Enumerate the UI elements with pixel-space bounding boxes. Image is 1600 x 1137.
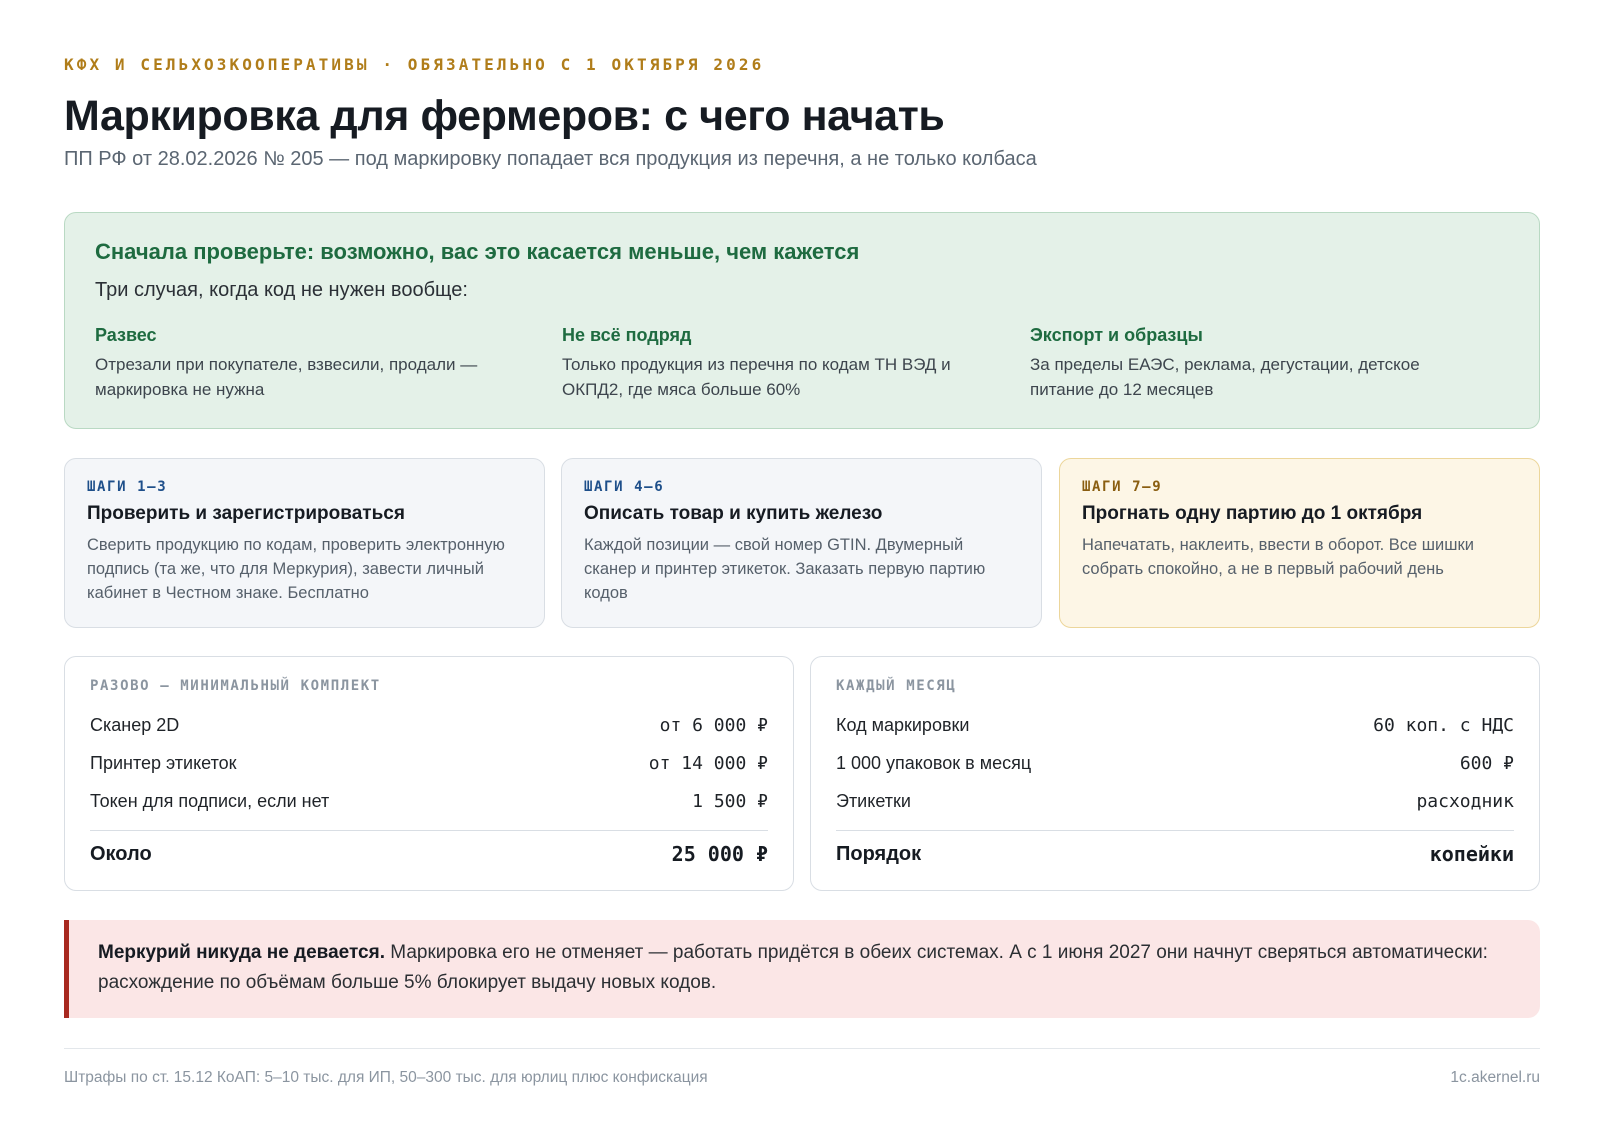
cost-total-row bbox=[836, 841, 1514, 867]
total-label: Около bbox=[90, 842, 152, 865]
case-title: Не всё подряд bbox=[562, 325, 692, 345]
cost-row bbox=[836, 750, 1514, 776]
step-tag: ШАГИ 4–6 bbox=[584, 479, 665, 495]
cost-row bbox=[836, 712, 1514, 738]
divider bbox=[90, 830, 768, 831]
step-card-3 bbox=[1059, 458, 1540, 628]
step-tag: ШАГИ 7–9 bbox=[1082, 479, 1163, 495]
footer-divider bbox=[64, 1048, 1540, 1049]
step-text: Напечатать, наклеить, ввести в оборот. Все шишки собрать спокойно, а не в первый рабочий день bbox=[1082, 536, 1474, 578]
case-text: Только продукция из перечня по кодам ТН ВЭД и ОКПД2, где мяса больше 60% bbox=[562, 355, 951, 399]
cost-label: 1 000 упаковок в месяц bbox=[836, 752, 1032, 773]
cost-label: Токен для подписи, если нет bbox=[90, 790, 330, 811]
exemption-case-weight bbox=[95, 325, 525, 402]
step-title: Описать товар и купить железо bbox=[584, 503, 883, 524]
exemptions-lead: Три случая, когда код не нужен вообще: bbox=[95, 279, 468, 301]
case-text: Отрезали при покупателе, взвесили, продали — маркировка не нужна bbox=[95, 355, 478, 399]
cost-value: 1 500 ₽ bbox=[692, 790, 768, 812]
exemptions-title: Сначала проверьте: возможно, вас это касается меньше, чем кажется bbox=[95, 239, 860, 264]
cost-row bbox=[90, 788, 768, 814]
cost-value: от 6 000 ₽ bbox=[659, 714, 768, 736]
page-subtitle: ПП РФ от 28.02.2026 № 205 — под маркировку попадает вся продукция из перечня, а не только колбаса bbox=[64, 148, 1037, 170]
kicker: КФХ И СЕЛЬХОЗКООПЕРАТИВЫ · ОБЯЗАТЕЛЬНО С 1 ОКТЯБРЯ 2026 bbox=[64, 55, 765, 74]
page-title: Маркировка для фермеров: с чего начать bbox=[64, 92, 945, 140]
step-card-1 bbox=[64, 458, 545, 628]
monthly-costs-card bbox=[810, 656, 1540, 891]
cost-label: Этикетки bbox=[836, 790, 911, 811]
case-title: Развес bbox=[95, 325, 157, 345]
cost-row bbox=[90, 750, 768, 776]
total-value: 25 000 ₽ bbox=[671, 842, 768, 866]
cost-heading: РАЗОВО — МИНИМАЛЬНЫЙ КОМПЛЕКТ bbox=[90, 678, 381, 694]
cost-label: Принтер этикеток bbox=[90, 752, 237, 773]
exemptions-panel bbox=[64, 212, 1540, 429]
cost-value: расходник bbox=[1416, 790, 1514, 812]
step-title: Проверить и зарегистрироваться bbox=[87, 503, 405, 524]
step-tag: ШАГИ 1–3 bbox=[87, 479, 168, 495]
warning-lead: Меркурий никуда не девается. bbox=[98, 942, 385, 963]
total-label: Порядок bbox=[836, 842, 922, 865]
step-text: Сверить продукцию по кодам, проверить электронную подпись (та же, что для Меркурия), завести личный кабинет в Честном знаке. Бесплатно bbox=[87, 536, 505, 602]
exemption-case-export bbox=[1030, 325, 1460, 402]
cost-label: Код маркировки bbox=[836, 714, 970, 735]
cost-total-row bbox=[90, 841, 768, 867]
warning-text: Маркировка его не отменяет — работать придётся в обеих системах. А с 1 июня 2027 они начнут сверяться автоматически: расхождение по объёмам больше 5% блокирует выдачу новых кодов. bbox=[98, 942, 1488, 993]
divider bbox=[836, 830, 1514, 831]
cost-heading: КАЖДЫЙ МЕСЯЦ bbox=[836, 678, 957, 694]
footer-note: Штрафы по ст. 15.12 КоАП: 5–10 тыс. для ИП, 50–300 тыс. для юрлиц плюс конфискация bbox=[64, 1069, 708, 1086]
one-time-costs-card bbox=[64, 656, 794, 891]
cost-label: Сканер 2D bbox=[90, 714, 180, 735]
step-title: Прогнать одну партию до 1 октября bbox=[1082, 503, 1423, 524]
case-title: Экспорт и образцы bbox=[1030, 325, 1203, 345]
exemption-case-list bbox=[562, 325, 992, 402]
cost-value: от 14 000 ₽ bbox=[648, 752, 768, 774]
cost-value: 60 коп. с НДС bbox=[1373, 714, 1514, 736]
cost-row bbox=[90, 712, 768, 738]
cost-value: 600 ₽ bbox=[1459, 752, 1514, 774]
total-value: копейки bbox=[1429, 842, 1514, 866]
case-text: За пределы ЕАЭС, реклама, дегустации, детское питание до 12 месяцев bbox=[1030, 355, 1420, 399]
step-card-2 bbox=[561, 458, 1042, 628]
step-text: Каждой позиции — свой номер GTIN. Двумерный сканер и принтер этикеток. Заказать первую партию кодов bbox=[584, 536, 986, 602]
mercury-warning bbox=[64, 920, 1540, 1018]
cost-row bbox=[836, 788, 1514, 814]
footer-site: 1c.akernel.ru bbox=[1450, 1069, 1540, 1086]
